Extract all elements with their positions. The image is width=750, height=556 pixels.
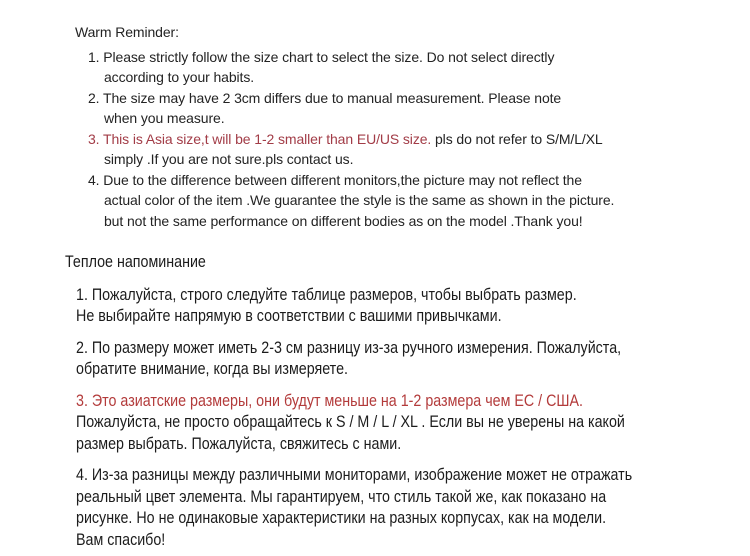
english-item-1 — [88, 47, 614, 88]
russian-item-3-red-highlight: 3. Это азиатские размеры, они будут меньше на 1-2 размера чем ЕС / США. — [76, 390, 584, 410]
russian-item-3-line-2: Пожалуйста, не просто обращайтесь к S / M / L / XL . Если вы не уверены на какой — [76, 412, 625, 431]
english-item-4-line-1: 4. Due to the difference between different monitors,the picture may not reflect the — [88, 171, 582, 188]
russian-item-1-line-1: 1. Пожалуйста, строго следуйте таблице размеров, чтобы выбрать размер. — [76, 284, 577, 304]
russian-item-2-line-2: обратите внимание, когда вы измеряете. — [76, 359, 348, 378]
english-item-2-line-2: when you measure. — [104, 110, 225, 126]
russian-item-3-line-3: размер выбрать. Пожалуйста, свяжитесь с нами. — [76, 433, 402, 453]
russian-reminder-section — [65, 251, 738, 550]
russian-section-title: Теплое напоминание — [65, 252, 206, 271]
english-item-3-line-1-black: pls do not refer to S/M/L/XL — [435, 130, 603, 147]
english-item-1-line-2: according to your habits. — [104, 69, 255, 85]
russian-item-1 — [76, 284, 738, 327]
english-section-title: Warm Reminder: — [75, 24, 179, 40]
english-item-3-line-1 — [88, 129, 614, 150]
english-item-2 — [88, 88, 614, 129]
english-reminder-list — [88, 47, 614, 232]
russian-item-1-line-2: Не выбирайте напрямую в соответствии с вашими привычками. — [76, 306, 502, 325]
english-item-1-line-1: 1. Please strictly follow the size chart to select the size. Do not select directly — [88, 48, 555, 65]
russian-item-4-line-1: 4. Из-за разницы между различными мониторами, изображение может не отражать — [76, 465, 633, 484]
english-item-2-line-1: 2. The size may have 2 3cm differs due to manual measurement. Please note — [88, 89, 562, 106]
russian-item-2 — [76, 337, 738, 380]
russian-item-4 — [76, 464, 738, 550]
russian-item-4-line-2: реальный цвет элемента. Мы гарантируем, что стиль такой же, как показано на — [76, 486, 607, 506]
russian-item-3 — [76, 390, 738, 455]
russian-item-4-line-3: рисунке. Но не одинаковые характеристики на разных корпусах, как на модели. — [76, 508, 607, 527]
russian-item-2-line-1: 2. По размеру может иметь 2-3 см разницу из-за ручного измерения. Пожалуйста, — [76, 337, 622, 357]
russian-item-4-line-4: Вам спасибо! — [76, 529, 166, 549]
english-item-3-line-2: simply .If you are not sure.pls contact us. — [104, 151, 354, 167]
english-item-4-line-2: actual color of the item .We guarantee the style is the same as shown in the picture. — [104, 192, 615, 208]
english-reminder-section — [75, 22, 614, 231]
english-item-4 — [88, 170, 614, 232]
english-item-3 — [88, 129, 614, 170]
english-item-4-line-3: but not the same performance on different bodies as on the model .Thank you! — [104, 212, 583, 229]
english-item-3-red-highlight: 3. This is Asia size,t will be 1-2 smaller than EU/US size. — [88, 130, 432, 147]
